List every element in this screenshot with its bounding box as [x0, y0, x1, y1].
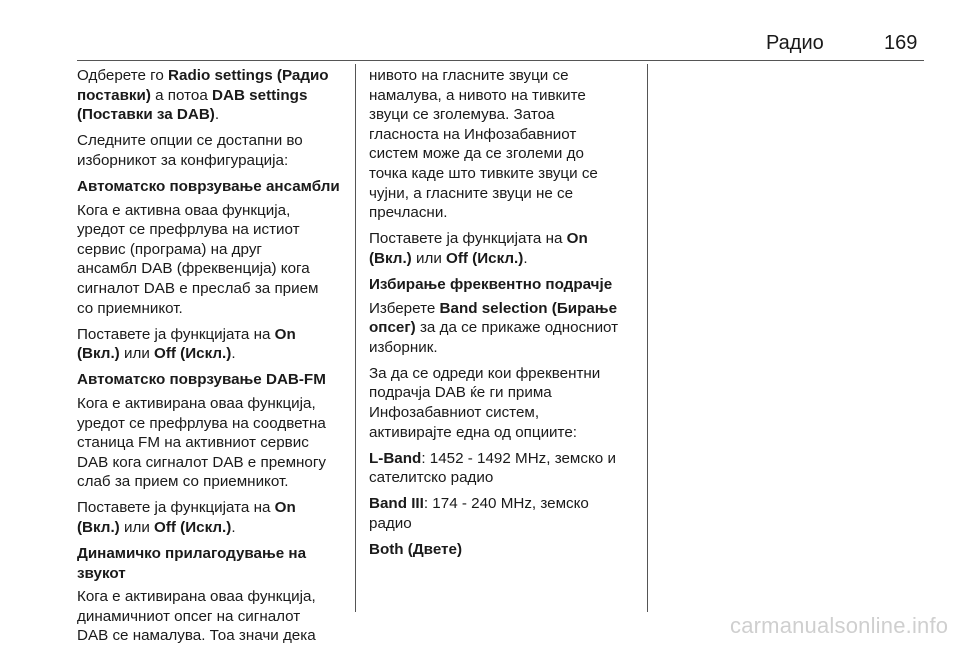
dab-fm-text: Кога е активирана оваа функција, уредот се префрлува на соодветна станица FM на активниот сервис DAB кога сигналот DAB е премногу слаб за прием со приемникот. [77, 394, 326, 491]
heading-auto-ensemble: Автоматско поврзување ансамбли [77, 177, 340, 195]
heading-band-selection: Избирање фреквентно подрачје [369, 275, 613, 293]
dynamic-audio-setting: Поставете ја функцијата на On (Вкл.) или Off (Искл.). [369, 230, 588, 267]
auto-ensemble-setting: Поставете ја функцијата на On (Вкл.) или Off (Искл.). [77, 325, 296, 363]
option-both: Both (Двете) [369, 541, 463, 559]
auto-ensemble-text: Кога е активна оваа функција, уредот се префрлува на истиот сервис (програма) на друг ансамбл DAB (фреквенција) кога сигналот DAB е преслаб за прием со приемникот. [77, 201, 319, 317]
dab-fm-setting: Поставете ја функцијата на On (Вкл.) или Off (Искл.). [77, 499, 296, 536]
band-selection-text: Изберете Band selection (Бирање опсег) за да се прикаже односниот изборник. [369, 299, 619, 356]
dynamic-audio-text: Кога е активирана оваа функција, динамичниот опсег на сигналот DAB се намалува. Тоа значи дека [77, 588, 316, 645]
header-divider [77, 60, 924, 61]
options-intro: Следните опции се достапни во изборникот за конфигурација: [77, 132, 303, 169]
section-title: Радио [766, 32, 824, 54]
dynamic-audio-continued: нивото на гласните звуци се намалува, а нивото на тивките звуци се зголемува. Затоа гласноста на Инфозабавниот систем може да се зголеми до точка каде што тивките звуци се чујни, а гласните звуци не се пречласни. [369, 67, 598, 222]
column-divider-1 [355, 64, 356, 612]
page-number: 169 [884, 32, 918, 54]
option-l-band: L-Band: 1452 - 1492 MHz, земско и сателитско радио [369, 449, 616, 487]
band-selection-intro: За да се одреди кои фреквентни подрачја DAB ќе ги прима Инфозабавниот систем, активирајте една од опциите: [369, 364, 601, 441]
column-divider-2 [647, 64, 648, 612]
heading-dynamic-audio: Динамичко прилагодување на звукот [77, 545, 307, 582]
right-column [369, 66, 641, 566]
heading-dab-fm: Автоматско поврзување DAB-FM [77, 371, 326, 389]
watermark: carmanualsonline.info [730, 613, 949, 638]
option-band-iii: Band III: 174 - 240 MHz, земско радио [369, 495, 589, 532]
intro-paragraph: Одберете го Radio settings (Радио поставки) а потоа DAB settings (Поставки за DAB). [77, 67, 329, 124]
page-header [0, 30, 960, 56]
left-column [77, 66, 349, 653]
